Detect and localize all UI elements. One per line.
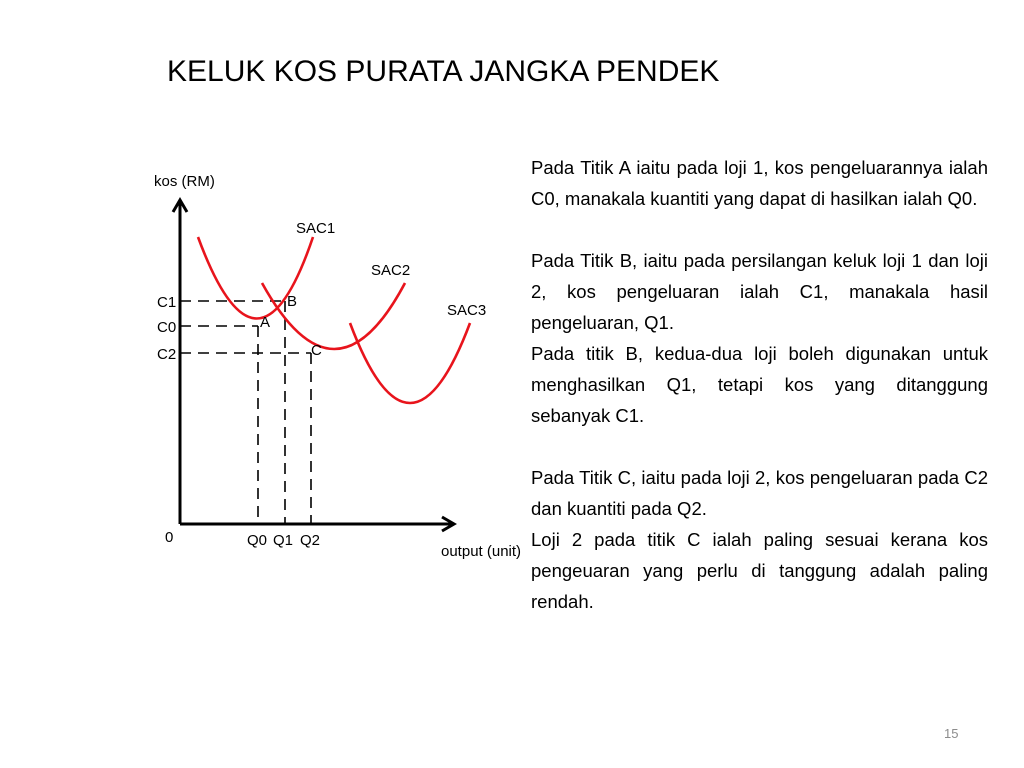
sac2-label: SAC2 bbox=[371, 262, 411, 279]
paragraph-point-c-conclusion: Loji 2 pada titik C ialah paling sesuai kerana kos pengeuaran yang perlu di tanggung adalah paling rendah. bbox=[531, 529, 988, 612]
paragraph-point-c: Pada Titik C, iaitu pada loji 2, kos pengeluaran pada C2 dan kuantiti pada Q2. bbox=[531, 467, 988, 519]
point-a-label: A bbox=[260, 314, 271, 331]
explanation-text bbox=[531, 152, 988, 617]
y-axis-label: kos (RM) bbox=[154, 173, 215, 190]
point-c-label: C bbox=[311, 342, 322, 359]
page-number: 15 bbox=[944, 726, 959, 741]
paragraph-point-b: Pada Titik B, iaitu pada persilangan keluk loji 1 dan loji 2, kos pengeluaran ialah C1, manakala hasil pengeluaran, Q1. bbox=[531, 250, 988, 333]
c2-label: C2 bbox=[157, 346, 177, 363]
c0-label: C0 bbox=[157, 319, 177, 336]
c1-label: C1 bbox=[157, 294, 177, 311]
sac3-label: SAC3 bbox=[447, 302, 487, 319]
origin-label: 0 bbox=[165, 529, 174, 546]
q1-label: Q1 bbox=[273, 532, 294, 549]
sac1-label: SAC1 bbox=[296, 220, 336, 237]
sac-curve-diagram bbox=[140, 160, 530, 570]
sac2-curve bbox=[262, 283, 405, 349]
q2-label: Q2 bbox=[300, 532, 321, 549]
point-b-label: B bbox=[287, 293, 298, 310]
paragraph-point-a: Pada Titik A iaitu pada loji 1, kos pengeluarannya ialah C0, manakala kuantiti yang dapat di hasilkan ialah Q0. bbox=[531, 157, 988, 209]
slide-title: KELUK KOS PURATA JANGKA PENDEK bbox=[167, 55, 720, 88]
q0-label: Q0 bbox=[247, 532, 268, 549]
x-axis-label: output (unit) bbox=[441, 543, 522, 560]
paragraph-point-b-plants: Pada titik B, kedua-dua loji boleh digunakan untuk menghasilkan Q1, tetapi kos yang ditanggung sebanyak C1. bbox=[531, 343, 988, 426]
